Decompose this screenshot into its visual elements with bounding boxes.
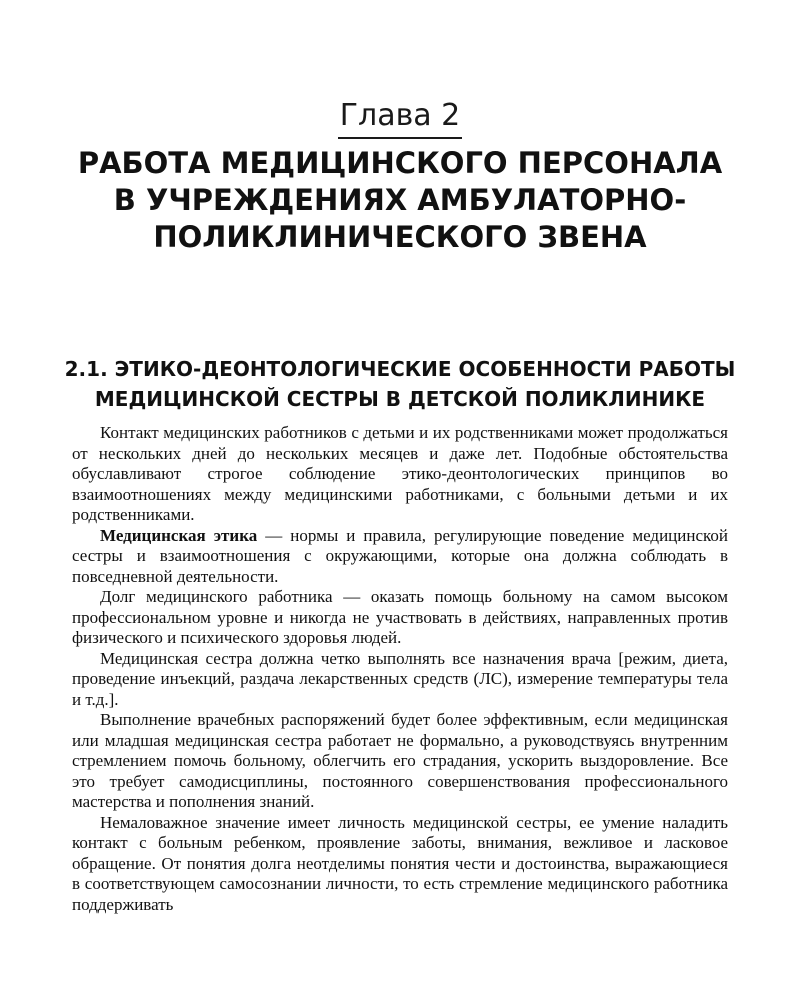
- paragraph-text: — нормы и правила, регулирующие поведение медицинской сестры и взаимоотношения с окружающими, которые она должна соблюдать в повседневной деятельности.: [72, 525, 728, 586]
- paragraph-text: Контакт медицинских работников с детьми и их родственниками может продолжаться от нескольких дней до нескольких месяцев и даже лет. Подобные обстоятельства обуславливают строгое соблюдение этико-деонтологических принципов во взаимоотношениях между медицинскими работниками, с больными детьми и их родственниками.: [72, 423, 728, 524]
- paragraph-text: Медицинская сестра должна четко выполнять все назначения врача [режим, диета, проведение инъекций, раздача лекарственных средств (ЛС), измерение температуры тела и т.д.].: [72, 648, 728, 709]
- paragraph: [72, 587, 728, 649]
- paragraph: [72, 710, 728, 813]
- paragraph-text: Долг медицинского работника — оказать помощь больному на самом высоком профессиональном уровне и никогда не участвовать в действиях, направленных против физического и психического здоровья людей.: [72, 587, 728, 647]
- chapter-label: [0, 98, 800, 139]
- chapter-title: [60, 145, 740, 256]
- paragraph: [72, 423, 728, 526]
- section-title: [60, 354, 740, 414]
- term-medical-ethics: Медицинская этика: [100, 525, 258, 545]
- section-title-line: 2.1. ЭТИКО-ДЕОНТОЛОГИЧЕСКИЕ ОСОБЕННОСТИ РАБОТЫ: [64, 357, 736, 381]
- chapter-label-text: Глава 2: [338, 98, 463, 139]
- chapter-title-line: В УЧРЕЖДЕНИЯХ АМБУЛАТОРНО-: [113, 183, 687, 217]
- paragraph-text: Выполнение врачебных распоряжений будет более эффективным, если медицинская или младшая медицинская сестра работает не формально, а руководствуясь внутренним стремлением помочь больному, облегчить его страдания, ускорить выздоровление. Все это требует самодисциплины, постоянного совершенствования профессионального мастерства и пополнения знаний.: [72, 710, 728, 811]
- section-title-line: МЕДИЦИНСКОЙ СЕСТРЫ В ДЕТСКОЙ ПОЛИКЛИНИКЕ: [94, 387, 706, 411]
- chapter-title-line: РАБОТА МЕДИЦИНСКОГО ПЕРСОНАЛА: [77, 146, 723, 180]
- body-text: [72, 423, 728, 915]
- paragraph: [72, 526, 728, 588]
- chapter-title-line: ПОЛИКЛИНИЧЕСКОГО ЗВЕНА: [153, 220, 647, 254]
- paragraph-text: Немаловажное значение имеет личность медицинской сестры, ее умение наладить контакт с больным ребенком, проявление заботы, внимания, вежливое и ласковое обращение. От понятия долга неотделимы понятия чести и достоинства, выражающиеся в соответствующем самосознании личности, то есть стремление медицинского работника поддерживать: [72, 812, 728, 914]
- paragraph: [72, 813, 728, 916]
- paragraph: [72, 649, 728, 711]
